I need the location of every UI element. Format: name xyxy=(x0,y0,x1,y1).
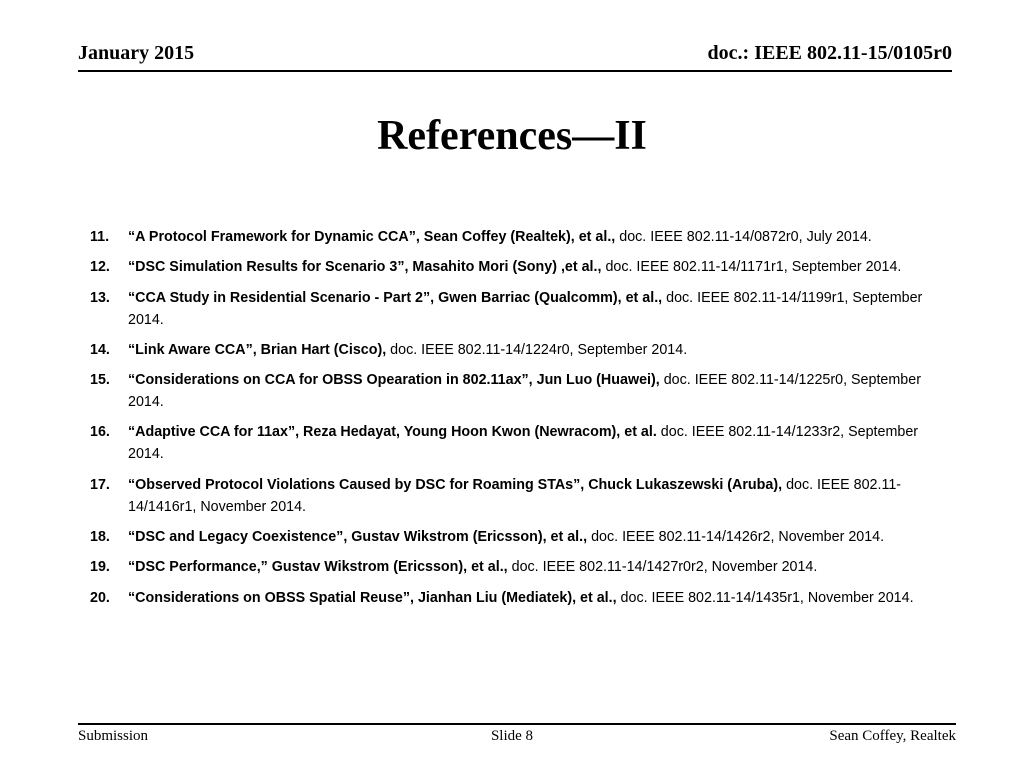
reference-doc: doc. IEEE 802.11-14/1416r1, November 2014. xyxy=(128,476,902,515)
reference-item xyxy=(90,287,948,331)
reference-title: “Observed Protocol Violations Caused by DSC for Roaming STAs”, Chuck Lukaszewski (Aruba), xyxy=(128,476,783,493)
reference-item xyxy=(90,587,948,609)
reference-item xyxy=(90,556,948,578)
reference-title: “Adaptive CCA for 11ax”, Reza Hedayat, Young Hoon Kwon (Newracom), et al. xyxy=(128,424,657,441)
reference-title: “DSC and Legacy Coexistence”, Gustav Wikstrom (Ericsson), et al., xyxy=(128,529,588,546)
slide-title: References—II xyxy=(377,113,647,159)
reference-title: “Considerations on CCA for OBSS Opearation in 802.11ax”, Jun Luo (Huawei), xyxy=(128,372,660,389)
reference-doc: doc. IEEE 802.11-14/1199r1, September 2014. xyxy=(128,289,923,328)
reference-item xyxy=(90,421,948,465)
footer-slide-number: Slide 8 xyxy=(490,728,534,744)
footer-author: Sean Coffey, Realtek xyxy=(829,728,956,744)
reference-doc: doc. IEEE 802.11-14/1233r2, September 2014. xyxy=(128,424,919,463)
reference-number: 13. xyxy=(90,289,110,306)
reference-number: 14. xyxy=(90,341,110,358)
reference-number: 19. xyxy=(90,559,110,576)
footer-submission: Submission xyxy=(78,728,149,744)
reference-title: “DSC Simulation Results for Scenario 3”, Masahito Mori (Sony) ,et al., xyxy=(128,259,602,276)
reference-number: 11. xyxy=(90,229,110,245)
reference-title: “DSC Performance,” Gustav Wikstrom (Ericsson), et al., xyxy=(128,559,508,576)
reference-title: “CCA Study in Residential Scenario - Part 2”, Gwen Barriac (Qualcomm), et al., xyxy=(128,289,663,306)
reference-doc: doc. IEEE 802.11-14/1426r2, November 2014. xyxy=(587,529,885,546)
reference-number: 12. xyxy=(90,259,110,276)
reference-number: 18. xyxy=(90,529,110,546)
reference-item xyxy=(90,526,948,548)
reference-item xyxy=(90,226,948,248)
reference-doc: doc. IEEE 802.11-14/1171r1, September 2014. xyxy=(601,259,902,276)
footer-divider xyxy=(78,723,956,725)
reference-doc: doc. IEEE 802.11-14/1225r0, September 2014. xyxy=(128,372,921,411)
header-date: January 2015 xyxy=(78,42,195,64)
reference-number: 15. xyxy=(90,372,110,389)
reference-item xyxy=(90,474,948,518)
reference-number: 16. xyxy=(90,424,110,441)
reference-doc: doc. IEEE 802.11-14/1224r0, September 2014. xyxy=(386,341,688,358)
reference-number: 17. xyxy=(90,476,110,493)
reference-doc: doc. IEEE 802.11-14/1427r0r2, November 2014. xyxy=(507,559,818,576)
reference-doc: doc. IEEE 802.11-14/0872r0, July 2014. xyxy=(615,229,872,245)
reference-title: “A Protocol Framework for Dynamic CCA”, Sean Coffey (Realtek), et al., xyxy=(128,229,616,245)
reference-number: 20. xyxy=(90,589,110,606)
reference-item xyxy=(90,256,948,278)
reference-item xyxy=(90,339,948,361)
references-list xyxy=(90,226,948,617)
reference-title: “Link Aware CCA”, Brian Hart (Cisco), xyxy=(128,341,387,358)
reference-title: “Considerations on OBSS Spatial Reuse”, Jianhan Liu (Mediatek), et al., xyxy=(128,589,617,606)
reference-doc: doc. IEEE 802.11-14/1435r1, November 2014. xyxy=(616,589,914,606)
reference-item xyxy=(90,369,948,413)
slide-header xyxy=(78,40,952,72)
header-doc-id: doc.: IEEE 802.11-15/0105r0 xyxy=(707,42,952,64)
